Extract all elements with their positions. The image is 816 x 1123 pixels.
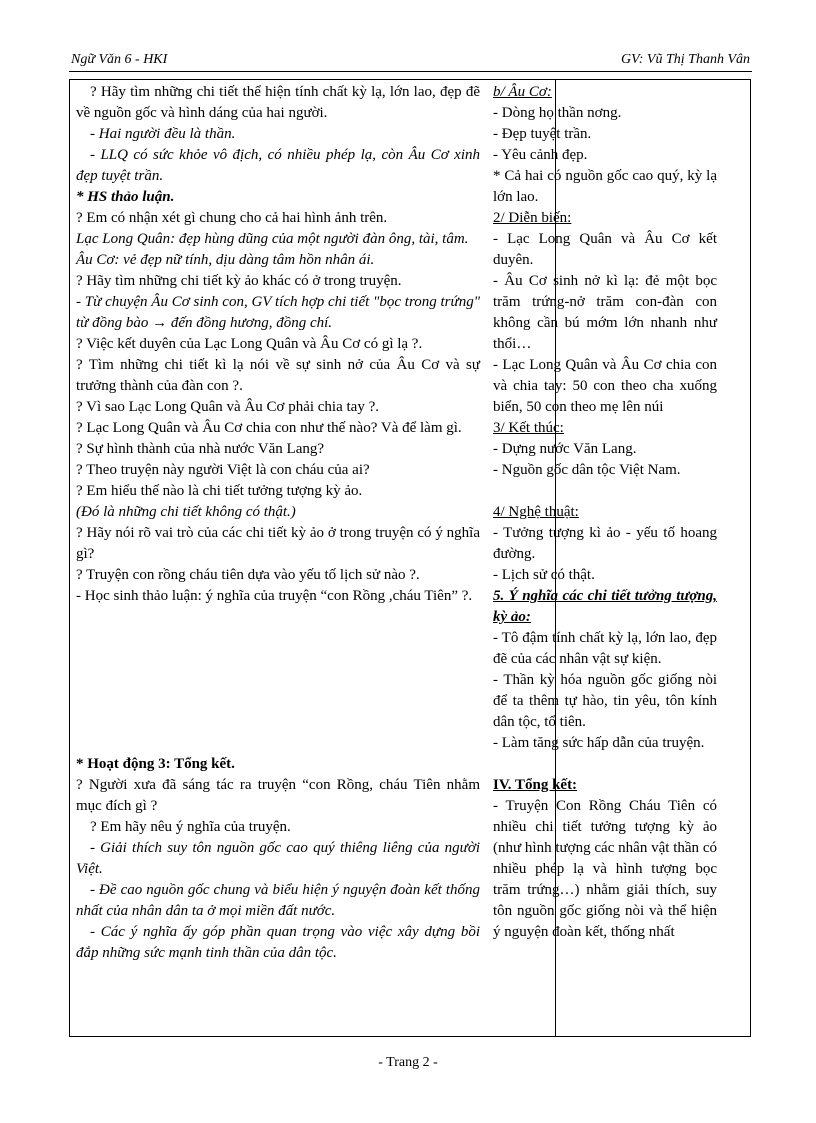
header-subject: Ngữ Văn 6 - HKI — [71, 52, 168, 67]
right-column-content — [493, 82, 717, 943]
question: - Học sinh thảo luận: ý nghĩa của truyện “con Rồng ,cháu Tiên” ?. — [76, 588, 473, 604]
section-heading: IV. Tổng kết: — [493, 777, 578, 793]
answer: - Hai người đều là thần. — [90, 126, 236, 142]
question: ? Người xưa đã sáng tác ra truyện “con Rồng, cháu Tiên nhằm mục đích gì ? — [76, 777, 480, 814]
answer: (Đó là những chi tiết không có thật.) — [76, 504, 296, 520]
teacher-note: - Từ chuyện Âu Cơ sinh con, GV tích hợp chi tiết "bọc trong trứng" từ đồng bào → đến đồng hương, đồng chí. — [76, 294, 480, 331]
section-heading: 5. Ý nghĩa các chi tiết tưởng tượng, kỳ ảo: — [493, 588, 717, 625]
answer: Lạc Long Quân: đẹp hùng dũng của một người đàn ông, tài, tâm. — [76, 231, 469, 247]
question: ? Lạc Long Quân và Âu Cơ chia con như thế nào? Và để làm gì. — [76, 420, 462, 436]
section-heading: b/ Âu Cơ: — [493, 84, 552, 100]
content-line: * Cả hai có nguồn gốc cao quý, kỳ lạ lớn lao. — [493, 168, 717, 205]
question: ? Hãy tìm những chi tiết kỳ ảo khác có ở trong truyện. — [76, 273, 402, 289]
answer: - LLQ có sức khỏe vô địch, có nhiều phép lạ, còn Âu Cơ xinh đẹp tuyệt trần. — [76, 147, 480, 184]
content-line: - Tô đậm tính chất kỳ lạ, lớn lao, đẹp đẽ của các nhân vật sự kiện. — [493, 630, 717, 667]
answer: - Giải thích suy tôn nguồn gốc cao quý thiêng liêng của người Việt. — [76, 840, 480, 877]
page-header — [69, 49, 752, 72]
content-line: - Thần kỳ hóa nguồn gốc giống nòi để ta thêm tự hào, tin yêu, tôn kính dân tộc, tổ tiên. — [493, 672, 717, 730]
content-line: - Truyện Con Rồng Cháu Tiên có nhiều chi tiết tưởng tượng kỳ ảo (như hình tượng các nhân vật thần có nhiều phép lạ và hình tượng bọc trăm trứng…) nhằm giải thích, suy tôn nguồn gốc giống nòi và thể hiện ý nguyện đoàn kết, thống nhất — [493, 798, 717, 940]
question: ? Tìm những chi tiết kì lạ nói về sự sinh nở của Âu Cơ và sự trưởng thành của đàn con ?. — [76, 357, 480, 394]
section-heading: 4/ Nghệ thuật: — [493, 504, 579, 520]
answer: - Đề cao nguồn gốc chung và biểu hiện ý nguyện đoàn kết thống nhất của nhân dân ta ở mọi miền đất nước. — [76, 882, 480, 919]
answer: - Các ý nghĩa ấy góp phần quan trọng vào việc xây dựng bồi đắp những sức mạnh tinh thần của dân tộc. — [76, 924, 480, 961]
section-heading: 3/ Kết thúc: — [493, 420, 564, 436]
content-line: - Dòng họ thần nơng. — [493, 105, 622, 121]
section-heading: 2/ Diễn biến: — [493, 210, 572, 226]
content-line: - Nguồn gốc dân tộc Việt Nam. — [493, 462, 681, 478]
question: ? Em hiểu thế nào là chi tiết tưởng tượng kỳ ảo. — [76, 483, 363, 499]
content-line: - Dựng nước Văn Lang. — [493, 441, 637, 457]
content-line: - Đẹp tuyệt trần. — [493, 126, 592, 142]
question: ? Em hãy nêu ý nghĩa của truyện. — [90, 819, 291, 835]
question: ? Theo truyện này người Việt là con cháu của ai? — [76, 462, 370, 478]
content-line: - Lạc Long Quân và Âu Cơ kết duyên. — [493, 231, 717, 268]
content-line: - Lạc Long Quân và Âu Cơ chia con và chia tay: 50 con theo cha xuống biển, 50 con theo mẹ lên núi — [493, 357, 717, 415]
page-number: - Trang 2 - — [378, 1055, 438, 1070]
question: ? Vì sao Lạc Long Quân và Âu Cơ phải chia tay ?. — [76, 399, 379, 415]
answer: Âu Cơ: vẻ đẹp nữ tính, dịu dàng tâm hồn nhân ái. — [76, 252, 375, 268]
content-line: - Làm tăng sức hấp dẫn của truyện. — [493, 735, 705, 751]
question: ? Việc kết duyên của Lạc Long Quân và Âu Cơ có gì lạ ?. — [76, 336, 423, 352]
activity-heading: * HS thảo luận. — [76, 189, 175, 205]
content-line: - Lịch sử có thật. — [493, 567, 595, 583]
lesson-table — [69, 79, 751, 1037]
left-column-activities — [76, 82, 480, 964]
content-line: - Yêu cảnh đẹp. — [493, 147, 588, 163]
content-line: - Tưởng tượng kì ảo - yếu tố hoang đường. — [493, 525, 717, 562]
question: ? Hãy nói rõ vai trò của các chi tiết kỳ ảo ở trong truyện có ý nghĩa gì? — [76, 525, 480, 562]
question: ? Hãy tìm những chi tiết thể hiện tính chất kỳ lạ, lớn lao, đẹp đẽ về nguồn gốc và hình dáng của hai người. — [76, 84, 480, 121]
header-teacher: GV: Vũ Thị Thanh Vân — [621, 52, 750, 67]
question: ? Sự hình thành của nhà nước Văn Lang? — [76, 441, 325, 457]
question: ? Truyện con rồng cháu tiên dựa vào yếu tố lịch sử nào ?. — [76, 567, 420, 583]
content-line: - Âu Cơ sinh nở kì lạ: đẻ một bọc trăm trứng-nở trăm con-đàn con không cần bú mớm lớn nhanh như thổi… — [493, 273, 717, 352]
question: ? Em có nhận xét gì chung cho cả hai hình ảnh trên. — [76, 210, 388, 226]
activity-heading: * Hoạt động 3: Tổng kết. — [76, 756, 235, 772]
